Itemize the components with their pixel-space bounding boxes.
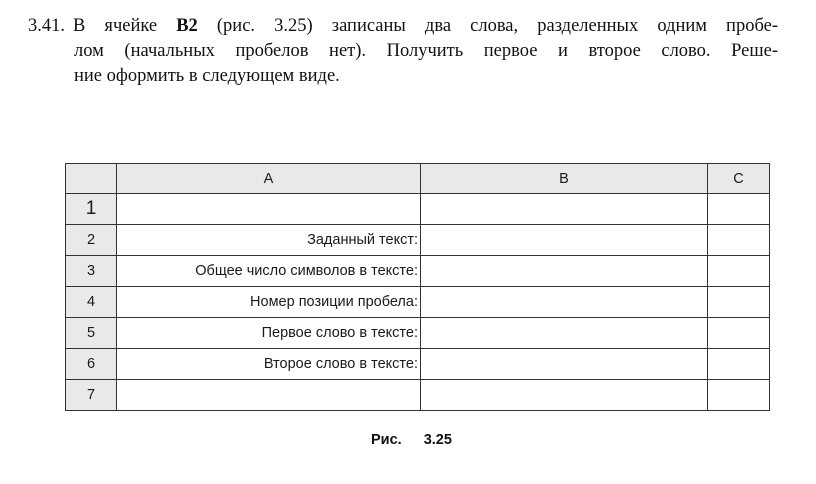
row-header: 3 [66, 256, 117, 287]
row-header: 4 [66, 287, 117, 318]
corner-cell [66, 164, 117, 194]
cell-c3 [708, 256, 770, 287]
column-header-b: B [421, 164, 708, 194]
cell-b2 [421, 225, 708, 256]
cell-c1 [708, 194, 770, 225]
task-line-3: ние оформить в следующем виде. [74, 66, 340, 86]
table-row [66, 225, 770, 256]
cell-c2 [708, 225, 770, 256]
table-row [66, 194, 770, 225]
task-line1-pre: В ячейке [73, 16, 177, 36]
figure-caption: Рис. 3.25 [371, 432, 452, 448]
cell-a7 [117, 380, 421, 411]
cell-c6 [708, 349, 770, 380]
cell-b1 [421, 194, 708, 225]
cell-a5: Первое слово в тексте: [117, 318, 421, 349]
task-number: 3.41. [28, 16, 65, 36]
column-header-row [66, 164, 770, 194]
cell-b7 [421, 380, 708, 411]
table-row [66, 256, 770, 287]
cell-c4 [708, 287, 770, 318]
table-row [66, 349, 770, 380]
cell-b5 [421, 318, 708, 349]
cell-b3 [421, 256, 708, 287]
column-header-c: C [708, 164, 770, 194]
cell-a1 [117, 194, 421, 225]
cell-a2: Заданный текст: [117, 225, 421, 256]
table-row [66, 287, 770, 318]
task-line1-post: (рис. 3.25) записаны два слова, разделенных одним пробе- [197, 16, 778, 36]
cell-b4 [421, 287, 708, 318]
cell-b6 [421, 349, 708, 380]
row-header: 7 [66, 380, 117, 411]
cell-c7 [708, 380, 770, 411]
cell-reference: B2 [176, 16, 198, 36]
table-row [66, 380, 770, 411]
column-header-a: A [117, 164, 421, 194]
table-row [66, 318, 770, 349]
task-line-2: лом (начальных пробелов нет). Получить первое и второе слово. Реше- [74, 41, 778, 61]
cell-a3: Общее число символов в тексте: [117, 256, 421, 287]
spreadsheet-figure [65, 163, 770, 411]
row-header: 6 [66, 349, 117, 380]
cell-a4: Номер позиции пробела: [117, 287, 421, 318]
cell-a6: Второе слово в тексте: [117, 349, 421, 380]
cell-c5 [708, 318, 770, 349]
task-line-1 [28, 14, 778, 39]
row-header: 5 [66, 318, 117, 349]
row-header: 1 [66, 194, 117, 225]
row-header: 2 [66, 225, 117, 256]
task-text [28, 14, 778, 89]
